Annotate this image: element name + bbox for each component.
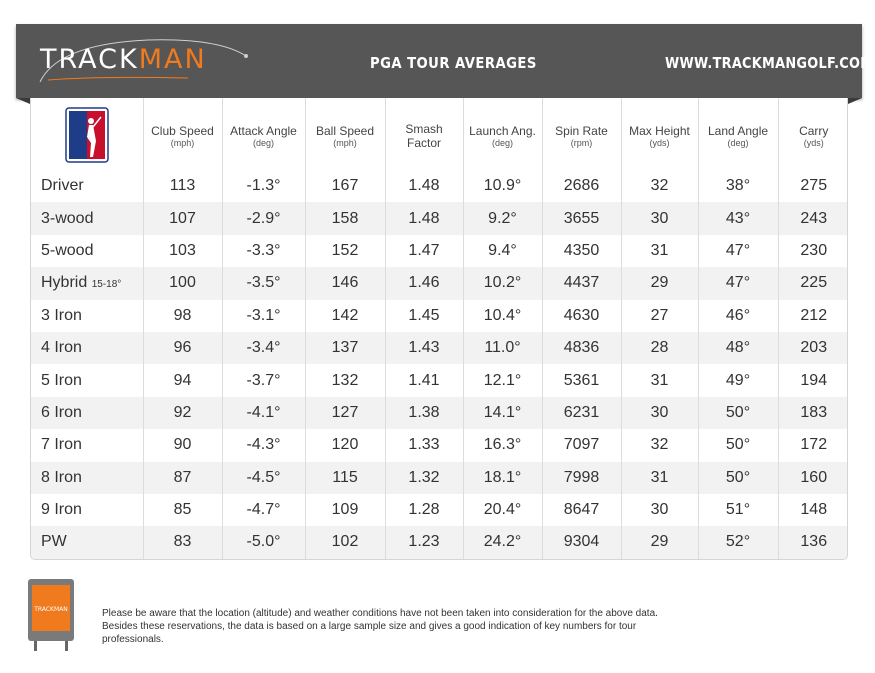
table-cell: 109 xyxy=(305,494,385,526)
table-cell: 158 xyxy=(305,202,385,234)
table-cell: 1.32 xyxy=(385,462,463,494)
table-cell: 49° xyxy=(698,364,778,396)
club-name: Hybrid xyxy=(41,274,88,292)
table-cell: 5361 xyxy=(542,364,621,396)
table-cell: 24.2° xyxy=(463,526,542,558)
table-cell: -4.1° xyxy=(222,397,305,429)
table-cell: 113 xyxy=(143,170,222,202)
website-url: WWW.TRACKMANGOLF.COM xyxy=(665,54,874,72)
club-name-cell xyxy=(31,526,143,558)
table-cell: -2.9° xyxy=(222,202,305,234)
table-cell: 148 xyxy=(800,501,828,519)
table-cell: 100 xyxy=(143,267,222,299)
table-row xyxy=(31,267,848,299)
table-cell: 4836 xyxy=(542,332,621,364)
table-cell: 230 xyxy=(800,241,828,259)
table-cell: -3.3° xyxy=(222,235,305,267)
table-cell: 29 xyxy=(621,267,698,299)
table-cell: 11.0° xyxy=(463,332,542,364)
table-cell: -4.5° xyxy=(222,462,305,494)
table-cell: 8647 xyxy=(542,494,621,526)
device-label: TRACKMAN xyxy=(34,606,68,613)
table-cell: -3.5° xyxy=(222,267,305,299)
table-row xyxy=(31,526,848,558)
table-cell: 50° xyxy=(698,429,778,461)
banner-fold-right xyxy=(848,98,862,104)
table-row xyxy=(31,202,848,234)
table-cell: 136 xyxy=(778,526,848,558)
table-cell: 92 xyxy=(143,397,222,429)
club-name: 5-wood xyxy=(41,241,94,259)
table-cell: 9304 xyxy=(542,526,621,558)
disclaimer-text: Please be aware that the location (altitude) and weather conditions have not been taken into consideration for the above data. Besides these reservations, the data is based on a large sample size and gives a good indication of key numbers for tour professionals. xyxy=(102,608,658,645)
club-loft: 15-18° xyxy=(91,279,122,291)
table-row xyxy=(31,332,848,364)
table-cell: -5.0° xyxy=(222,526,305,558)
col-header-max-height: Max Height (yds) xyxy=(621,98,698,170)
table-cell: 30 xyxy=(621,494,698,526)
table-cell: 30 xyxy=(621,202,698,234)
club-name-cell xyxy=(31,429,143,461)
table-cell: 132 xyxy=(305,364,385,396)
table-cell: 4350 xyxy=(542,235,621,267)
table-cell: 50° xyxy=(698,397,778,429)
club-name-cell xyxy=(31,397,143,429)
club-name-cell xyxy=(31,300,143,332)
club-name: PW xyxy=(41,533,67,551)
table-cell: 275 xyxy=(800,177,828,195)
table-row xyxy=(31,235,848,267)
club-name: 8 Iron xyxy=(41,468,82,486)
logo-track-text: TRACK xyxy=(40,44,139,75)
table-cell: 1.45 xyxy=(385,300,463,332)
table-cell: 16.3° xyxy=(463,429,542,461)
club-name: 5 Iron xyxy=(41,371,82,389)
table-cell: 1.33 xyxy=(385,429,463,461)
table-cell: 115 xyxy=(305,462,385,494)
table-header-row xyxy=(31,98,848,170)
club-name: 3-wood xyxy=(41,209,94,227)
table-row xyxy=(31,397,848,429)
club-name: Driver xyxy=(41,177,84,195)
table-cell: 1.28 xyxy=(385,494,463,526)
table-cell: 32 xyxy=(621,170,698,202)
table-cell: 32 xyxy=(621,429,698,461)
table-cell: 31 xyxy=(621,364,698,396)
table-cell: -3.7° xyxy=(222,364,305,396)
table-cell: 14.1° xyxy=(463,397,542,429)
club-name-cell xyxy=(31,364,143,396)
col-header-spin-rate: Spin Rate (rpm) xyxy=(542,98,621,170)
table-cell: 107 xyxy=(143,202,222,234)
trackman-device-icon xyxy=(26,577,76,653)
table-cell: 146 xyxy=(305,267,385,299)
table-cell: 2686 xyxy=(542,170,621,202)
table-cell: 10.4° xyxy=(463,300,542,332)
pga-tour-logo-icon xyxy=(65,107,109,163)
table-cell: 127 xyxy=(305,397,385,429)
table-cell: 4437 xyxy=(542,267,621,299)
table-cell: 4630 xyxy=(542,300,621,332)
table-cell: 48° xyxy=(698,332,778,364)
logo-man-text: MAN xyxy=(138,44,207,75)
table-cell: 98 xyxy=(143,300,222,332)
col-header-smash-factor: Smash Factor xyxy=(385,98,463,170)
table-row xyxy=(31,462,848,494)
club-name-cell xyxy=(31,462,143,494)
table-row xyxy=(31,300,848,332)
header-banner xyxy=(16,24,874,98)
table-row xyxy=(31,494,848,526)
averages-table xyxy=(31,98,848,559)
table-cell: 12.1° xyxy=(463,364,542,396)
table-cell: 225 xyxy=(778,267,848,299)
table-cell: 243 xyxy=(778,202,848,234)
pga-logo-cell xyxy=(31,98,143,170)
club-name-cell xyxy=(31,170,143,202)
table-cell: 94 xyxy=(143,364,222,396)
table-cell: 183 xyxy=(778,397,848,429)
table-cell: 1.48 xyxy=(385,170,463,202)
col-header-club-speed: Club Speed (mph) xyxy=(143,98,222,170)
club-name-cell xyxy=(31,235,143,267)
table-cell: 85 xyxy=(143,494,222,526)
table-cell: 31 xyxy=(621,235,698,267)
table-cell: 1.48 xyxy=(385,202,463,234)
table-cell: 18.1° xyxy=(463,462,542,494)
table-cell: 1.43 xyxy=(385,332,463,364)
table-cell: 9.4° xyxy=(463,235,542,267)
table-cell: 7998 xyxy=(542,462,621,494)
table-cell: -1.3° xyxy=(222,170,305,202)
table-row xyxy=(31,429,848,461)
table-cell: 152 xyxy=(305,235,385,267)
table-cell: 29 xyxy=(621,526,698,558)
col-header-carry: Carry (yds) xyxy=(799,123,829,148)
table-cell: 137 xyxy=(305,332,385,364)
club-name: 7 Iron xyxy=(41,436,82,454)
table-cell: 10.9° xyxy=(463,170,542,202)
table-cell: -3.4° xyxy=(222,332,305,364)
table-cell: 83 xyxy=(143,526,222,558)
table-cell: 52° xyxy=(698,526,778,558)
col-header-land-angle: Land Angle (deg) xyxy=(698,98,778,170)
club-name: 9 Iron xyxy=(41,501,82,519)
col-header-ball-speed: Ball Speed (mph) xyxy=(305,98,385,170)
table-cell: 38° xyxy=(698,170,778,202)
table-cell: 51° xyxy=(698,494,778,526)
table-cell: 47° xyxy=(698,235,778,267)
table-cell: 9.2° xyxy=(463,202,542,234)
table-cell: 203 xyxy=(778,332,848,364)
table-cell: 28 xyxy=(621,332,698,364)
table-cell: 212 xyxy=(800,306,828,324)
club-name-cell xyxy=(31,202,143,234)
table-cell: 47° xyxy=(698,267,778,299)
banner-fold-left xyxy=(16,98,30,104)
col-header-launch-angle: Launch Ang. (deg) xyxy=(463,98,542,170)
table-cell: 103 xyxy=(143,235,222,267)
club-name: 6 Iron xyxy=(41,403,82,421)
table-cell: 160 xyxy=(778,462,848,494)
table-cell: 7097 xyxy=(542,429,621,461)
table-cell: 142 xyxy=(305,300,385,332)
table-cell: 90 xyxy=(143,429,222,461)
table-cell: -3.1° xyxy=(222,300,305,332)
table-cell: -4.7° xyxy=(222,494,305,526)
table-body xyxy=(31,170,848,559)
table-cell: 96 xyxy=(143,332,222,364)
table-cell: 30 xyxy=(621,397,698,429)
col-header-attack-angle: Attack Angle (deg) xyxy=(222,98,305,170)
table-cell: 87 xyxy=(143,462,222,494)
club-name-cell xyxy=(31,494,143,526)
table-cell: 172 xyxy=(800,436,828,454)
averages-table-card xyxy=(30,98,848,560)
table-cell: 1.23 xyxy=(385,526,463,558)
table-cell: 1.46 xyxy=(385,267,463,299)
table-cell: 167 xyxy=(305,170,385,202)
table-cell: 1.47 xyxy=(385,235,463,267)
trackman-logo xyxy=(40,44,207,74)
page-title: PGA TOUR AVERAGES xyxy=(370,54,537,72)
table-cell: 31 xyxy=(621,462,698,494)
club-name: 4 Iron xyxy=(41,339,82,357)
club-name-cell xyxy=(31,332,143,364)
table-cell: 1.38 xyxy=(385,397,463,429)
table-row xyxy=(31,364,848,396)
club-name-cell xyxy=(31,267,143,299)
table-cell: 50° xyxy=(698,462,778,494)
table-cell: 46° xyxy=(698,300,778,332)
table-cell: 3655 xyxy=(542,202,621,234)
table-cell: 20.4° xyxy=(463,494,542,526)
table-cell: 102 xyxy=(305,526,385,558)
table-cell: 43° xyxy=(698,202,778,234)
table-cell: 6231 xyxy=(542,397,621,429)
table-row xyxy=(31,170,848,202)
table-cell: 27 xyxy=(621,300,698,332)
table-cell: -4.3° xyxy=(222,429,305,461)
club-name: 3 Iron xyxy=(41,306,82,324)
table-cell: 1.41 xyxy=(385,364,463,396)
table-cell: 120 xyxy=(305,429,385,461)
table-cell: 194 xyxy=(800,371,828,389)
table-cell: 10.2° xyxy=(463,267,542,299)
